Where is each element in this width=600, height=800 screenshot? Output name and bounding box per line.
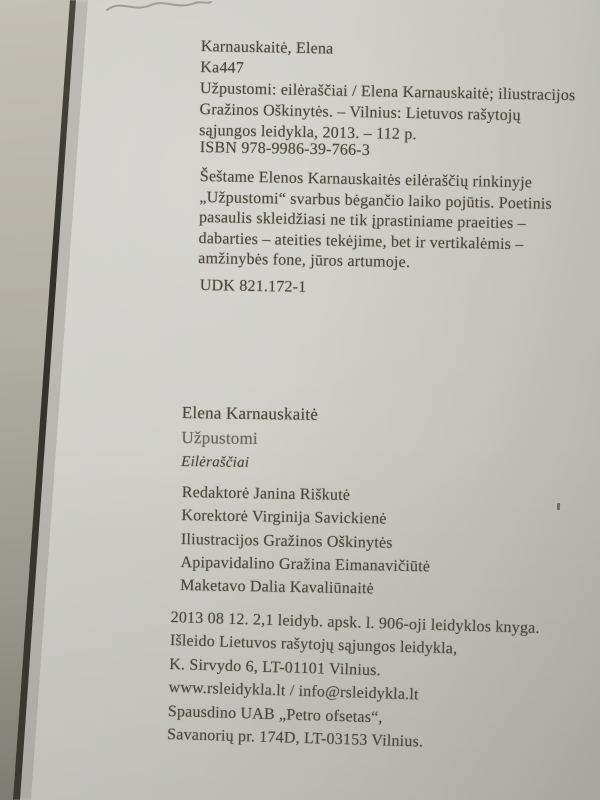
credits-block xyxy=(180,481,432,602)
credit-line-design: Apipavidalino Gražina Eimanavičiūtė xyxy=(180,553,431,576)
catalog-description-line: Gražinos Oškinytės. – Vilnius: Lietuvos rašytojų xyxy=(199,100,521,125)
annotation-line: pasaulis skleidžiasi ne tik įprastiniame praeities – xyxy=(198,208,526,233)
annotation-block xyxy=(198,167,552,276)
book-subtitle: Eilėraščiai xyxy=(181,453,250,471)
catalog-record-block xyxy=(199,36,576,148)
credit-line-illustrations: Iliustracijos Gražinos Oškinytės xyxy=(180,530,393,552)
catalog-heading: Karnauskaitė, Elena xyxy=(200,37,334,58)
credit-line-editor: Redaktorė Janina Riškutė xyxy=(181,483,351,504)
isbn-line: ISBN 978-9986-39-766-3 xyxy=(199,139,371,159)
annotation-line: „Užpustomi“ svarbus bėgančio laiko pojūtis. Poetinis xyxy=(199,188,553,213)
isbn-block xyxy=(200,139,370,160)
credit-line-layout: Maketavo Dalia Kavaliūnaitė xyxy=(180,577,375,598)
book-author: Elena Karnauskaitė xyxy=(181,402,319,424)
title-block xyxy=(181,400,318,476)
imprint-block xyxy=(167,606,540,757)
ink-speck xyxy=(557,503,560,510)
credit-line-proofreader: Korektorė Virginija Savickienė xyxy=(181,507,387,528)
imprint-line-printer-address: Savanorių pr. 174D, LT-03153 Vilnius. xyxy=(166,725,424,751)
imprint-line-printer: Spausdino UAB „Petro ofsetas“, xyxy=(167,702,383,726)
catalog-description-line: Užpustomi: eilėraščiai / Elena Karnauskaitė; iliustracijos xyxy=(199,79,576,105)
catalog-code: Ka447 xyxy=(200,58,245,77)
udk-line: UDK 821.172-1 xyxy=(199,277,307,296)
udk-block xyxy=(200,277,307,297)
catalog-description-line: sąjungos leidykla, 2013. – 112 p. xyxy=(199,121,417,144)
imprint-line-address: K. Sirvydo 6, LT-01101 Vilnius. xyxy=(169,655,382,680)
annotation-line: amžinybės fone, jūros artumoje. xyxy=(198,249,411,272)
pen-scribble xyxy=(103,0,213,16)
imprint-line-edition: 2013 08 12. 2,1 leidyb. apsk. l. 906-oji leidyklos knyga. xyxy=(170,608,540,637)
annotation-line: dabarties – ateities tekėjime, bet ir vertikalėmis – xyxy=(198,229,524,253)
imprint-line-publisher: Išleido Lietuvos rašytojų sąjungos leidykla, xyxy=(169,632,458,658)
annotation-line: Šeštame Elenos Karnauskaitės eilėraščių rinkinyje xyxy=(199,167,533,192)
imprint-line-web-email: www.rsleidykla.lt / info@rsleidykla.lt xyxy=(168,679,419,704)
book-title: Užpustomi xyxy=(181,427,259,449)
